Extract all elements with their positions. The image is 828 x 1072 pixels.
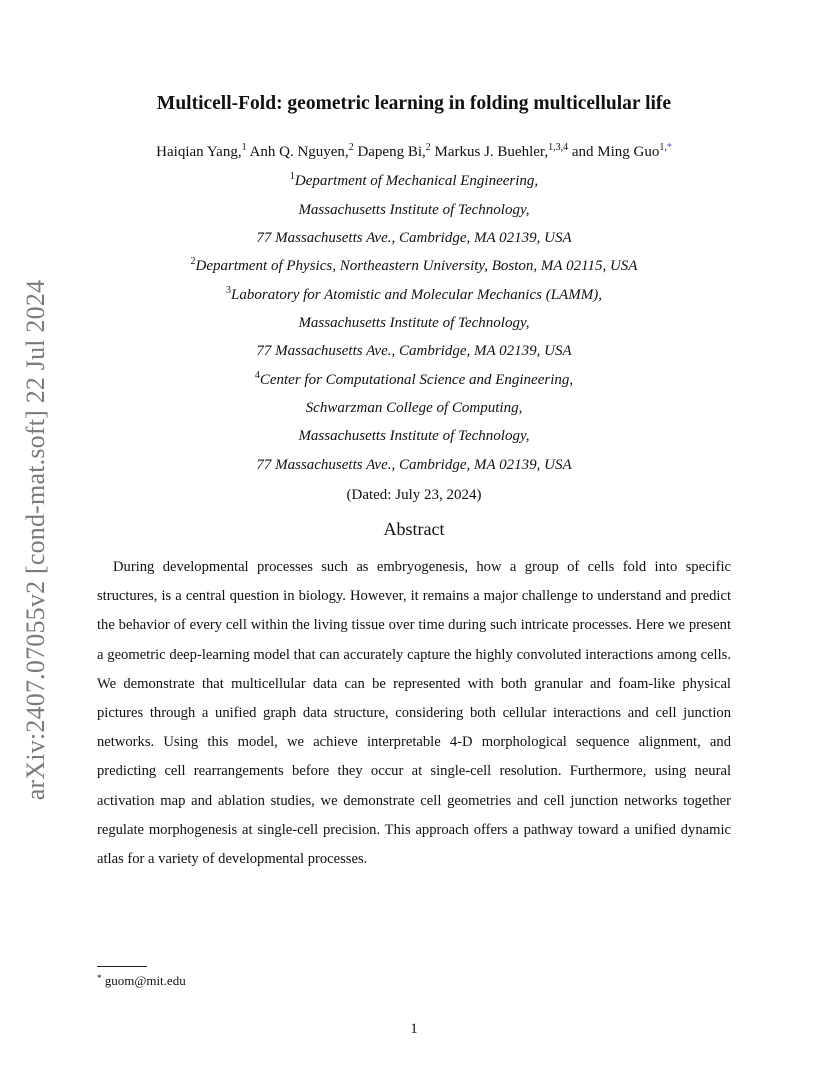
footnote-email[interactable]: guom@mit.edu bbox=[104, 973, 186, 988]
paper-title: Multicell-Fold: geometric learning in folding multicellular life bbox=[156, 93, 672, 114]
affiliation-line: Schwarzman College of Computing, bbox=[305, 400, 523, 416]
affiliation-line: $^3$Laboratory for Atomistic and Molecular Mechanics (LAMM), bbox=[226, 285, 602, 303]
affiliation-line: Massachusetts Institute of Technology, bbox=[298, 315, 530, 331]
footnote bbox=[97, 973, 186, 989]
footnote-marker: * bbox=[97, 973, 102, 983]
page-number: 1 bbox=[410, 1021, 418, 1037]
affiliation-line: $^4$Center for Computational Science and Engineering, bbox=[254, 370, 574, 388]
affiliation-line: 77 Massachusetts Ave., Cambridge, MA 02139, USA bbox=[256, 457, 572, 473]
abstract-heading: Abstract bbox=[383, 519, 445, 539]
author: Haiqian Yang,$^1$ bbox=[156, 142, 247, 160]
author: Anh Q. Nguyen,$^2$ bbox=[249, 142, 354, 160]
affiliation-line: Massachusetts Institute of Technology, bbox=[298, 202, 530, 218]
affiliation-line: $^2$Department of Physics, Northeastern University, Boston, MA 02115, USA bbox=[190, 256, 638, 274]
dated-line: (Dated: July 23, 2024) bbox=[346, 487, 482, 503]
author: Markus J. Buehler,$^{1,3,4}$ bbox=[434, 142, 569, 160]
arxiv-identifier: arXiv:2407.07055v2 [cond-mat.soft] 22 Jul 2024 bbox=[21, 279, 50, 801]
author: and Ming Guo$^{1,*}$ bbox=[571, 142, 672, 160]
affiliation-line: $^1$Department of Mechanical Engineering, bbox=[289, 171, 539, 189]
affiliation-line: 77 Massachusetts Ave., Cambridge, MA 02139, USA bbox=[256, 343, 572, 359]
abstract-body: During developmental processes such as embryogenesis, how a group of cells fold into specific structures, is a central question in biology. However, it remains a major challenge to understand and predict the behavior of every cell within the living tissue over time during such intricate processes. Here we present a geometric deep-learning model that can accurately capture the highly convoluted interactions among cells. We demonstrate that multicellular data can be represented with both granular and foam-like physical pictures through a unified graph data structure, considering both cellular interactions and cell junction networks. Using this model, we achieve interpretable 4-D morphological sequence alignment, and predicting cell rearrangements before they occur at single-cell resolution. Furthermore, using neural activation map and ablation studies, we demonstrate cell geometries and cell junction networks together regulate morphogenesis at single-cell precision. This approach offers a pathway toward a unified dynamic atlas for a variety of developmental processes. bbox=[97, 559, 731, 868]
author: Dapeng Bi,$^2$ bbox=[357, 142, 431, 160]
footnote-divider bbox=[97, 966, 147, 967]
author-list bbox=[0, 144, 828, 161]
affiliation-line: Massachusetts Institute of Technology, bbox=[298, 428, 530, 444]
corresponding-author-link[interactable]: * bbox=[666, 142, 672, 153]
affiliation-line: 77 Massachusetts Ave., Cambridge, MA 02139, USA bbox=[256, 230, 572, 246]
